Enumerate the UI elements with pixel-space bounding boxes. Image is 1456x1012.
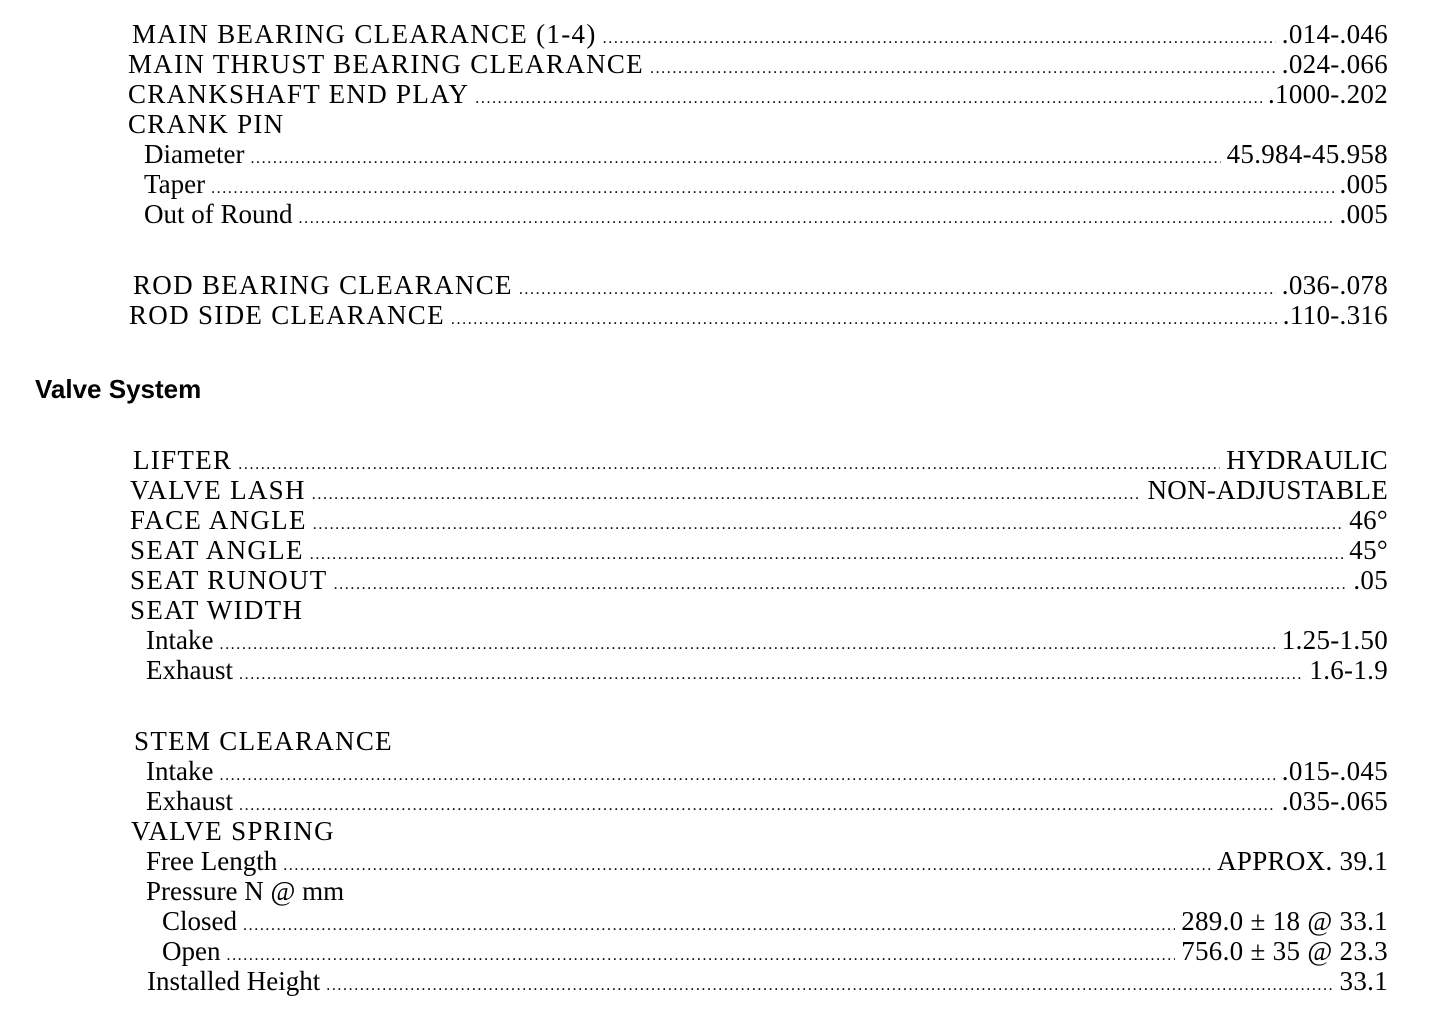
dot-leader <box>299 204 1334 234</box>
spec-label: Installed Height <box>147 966 321 996</box>
dot-leader <box>475 84 1262 114</box>
dot-leader <box>326 971 1333 1001</box>
spec-label: Out of Round <box>144 199 293 229</box>
spec-value: 756.0 ± 35 @ 23.3 <box>1181 936 1388 966</box>
spec-row-seat-angle <box>130 535 1388 565</box>
spec-label: Closed <box>162 906 238 936</box>
spec-row-stem-clearance-intake <box>146 756 1388 786</box>
spec-value: 46° <box>1349 505 1388 535</box>
spec-row-crank-pin-diameter <box>144 139 1388 169</box>
spec-row-main-thrust-bearing-clearance <box>128 49 1388 79</box>
spec-label: ROD SIDE CLEARANCE <box>129 300 445 330</box>
spec-group-crank-pin <box>128 109 284 139</box>
spec-value: 1.25-1.50 <box>1281 625 1388 655</box>
spec-group-label: CRANK PIN <box>128 109 285 139</box>
spec-row-crank-pin-out-of-round <box>144 199 1388 229</box>
spec-label: MAIN THRUST BEARING CLEARANCE <box>128 49 644 79</box>
spec-group-label: STEM CLEARANCE <box>134 726 393 756</box>
spec-group-label: VALVE SPRING <box>131 816 335 846</box>
spec-value: .005 <box>1339 199 1388 229</box>
dot-leader <box>239 791 1276 821</box>
spec-value: NON-ADJUSTABLE <box>1147 475 1388 505</box>
dot-leader <box>283 851 1211 881</box>
spec-row-installed-height <box>147 966 1388 996</box>
dot-leader <box>334 570 1348 600</box>
spec-label: ROD BEARING CLEARANCE <box>133 270 513 300</box>
spec-row-crank-pin-taper <box>144 169 1388 199</box>
spec-label: Exhaust <box>146 786 233 816</box>
spec-label: MAIN BEARING CLEARANCE (1-4) <box>132 19 597 49</box>
dot-leader <box>239 660 1303 690</box>
spec-row-rod-bearing-clearance <box>133 270 1388 300</box>
spec-label: VALVE LASH <box>130 475 306 505</box>
spec-label: CRANKSHAFT END PLAY <box>128 79 470 109</box>
spec-label: Open <box>162 936 221 966</box>
spec-row-pressure-closed <box>162 906 1388 936</box>
spec-value: .05 <box>1353 565 1388 595</box>
spec-value: 45° <box>1349 535 1388 565</box>
spec-group-label: Pressure N @ mm <box>146 876 345 906</box>
spec-row-main-bearing-clearance <box>132 19 1388 49</box>
spec-value: .1000-.202 <box>1268 79 1388 109</box>
spec-label: SEAT RUNOUT <box>130 565 328 595</box>
spec-row-valve-lash <box>130 475 1388 505</box>
spec-value: .005 <box>1339 169 1388 199</box>
spec-value: APPROX. 39.1 <box>1217 846 1388 876</box>
spec-row-seat-runout <box>130 565 1388 595</box>
spec-row-stem-clearance-exhaust <box>146 786 1388 816</box>
spec-value: 45.984-45.958 <box>1226 139 1388 169</box>
spec-value: .036-.078 <box>1281 270 1388 300</box>
spec-label: Intake <box>146 756 214 786</box>
spec-label: Intake <box>146 625 214 655</box>
spec-value: .014-.046 <box>1281 19 1388 49</box>
spec-value: .035-.065 <box>1281 786 1388 816</box>
spec-label: Free Length <box>146 846 278 876</box>
spec-label: SEAT ANGLE <box>130 535 304 565</box>
spec-value: 33.1 <box>1339 966 1388 996</box>
spec-value: 289.0 ± 18 @ 33.1 <box>1181 906 1388 936</box>
spec-label: Taper <box>144 169 206 199</box>
spec-row-face-angle <box>130 505 1388 535</box>
spec-label: Exhaust <box>146 655 233 685</box>
spec-row-free-length <box>146 846 1388 876</box>
spec-group-seat-width <box>130 595 303 625</box>
spec-group-pressure <box>146 876 344 906</box>
spec-group-valve-spring <box>131 816 335 846</box>
spec-row-rod-side-clearance <box>129 300 1388 330</box>
spec-label: Diameter <box>144 139 245 169</box>
spec-value: .024-.066 <box>1281 49 1388 79</box>
dot-leader <box>451 305 1277 335</box>
spec-label: FACE ANGLE <box>130 505 307 535</box>
section-heading-valve-system: Valve System <box>35 374 202 404</box>
spec-row-crankshaft-end-play <box>128 79 1388 109</box>
spec-row-pressure-open <box>162 936 1388 966</box>
spec-value: .110-.316 <box>1282 300 1388 330</box>
spec-group-stem-clearance <box>134 726 393 756</box>
spec-group-label: SEAT WIDTH <box>130 595 304 625</box>
spec-row-seat-width-exhaust <box>146 655 1388 685</box>
spec-row-lifter <box>133 445 1388 475</box>
spec-value: 1.6-1.9 <box>1309 655 1388 685</box>
spec-value: HYDRAULIC <box>1226 445 1388 475</box>
spec-label: LIFTER <box>133 445 233 475</box>
spec-row-seat-width-intake <box>146 625 1388 655</box>
spec-value: .015-.045 <box>1281 756 1388 786</box>
